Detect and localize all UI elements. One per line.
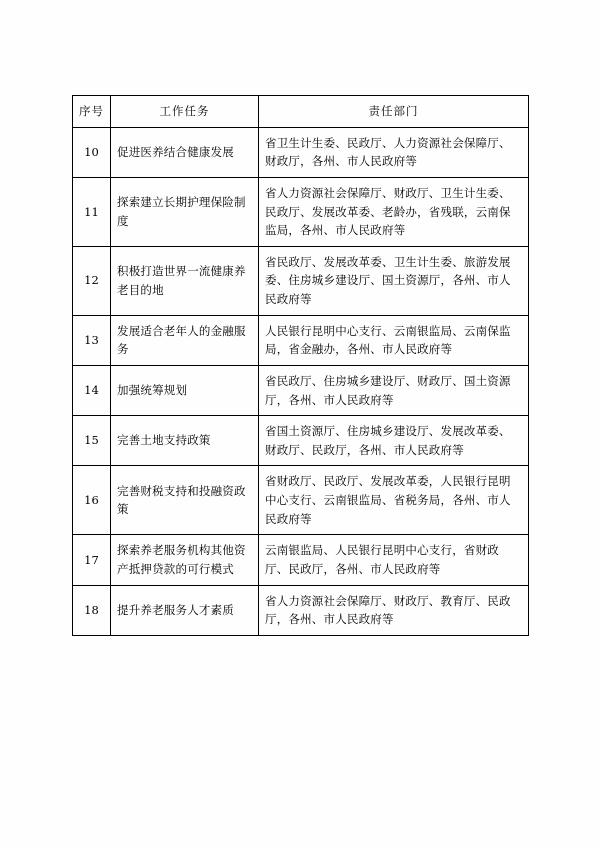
cell-task: 探索建立长期护理保险制度 <box>111 177 259 246</box>
cell-number: 11 <box>73 177 111 246</box>
cell-department: 省民政厅、发展改革委、卫生计生委、旅游发展委、住房城乡建设厅、国土资源厅，各州、市人民政府等 <box>259 246 529 315</box>
responsibility-table <box>72 95 529 636</box>
table-row <box>73 585 529 635</box>
table-row <box>73 177 529 246</box>
cell-department: 省卫生计生委、民政厅、人力资源社会保障厅、财政厅，各州、市人民政府等 <box>259 127 529 177</box>
cell-department: 省国土资源厅、住房城乡建设厅、发展改革委、财政厅、民政厅，各州、市人民政府等 <box>259 416 529 466</box>
cell-task: 提升养老服务人才素质 <box>111 585 259 635</box>
header-cell-number: 序号 <box>73 96 111 128</box>
cell-department: 省人力资源社会保障厅、财政厅、卫生计生委、民政厅、发展改革委、老龄办，省残联，云南保监局，各州、市人民政府等 <box>259 177 529 246</box>
cell-task: 积极打造世界一流健康养老目的地 <box>111 246 259 315</box>
cell-department: 云南银监局、人民银行昆明中心支行，省财政厅、民政厅，各州、市人民政府等 <box>259 535 529 585</box>
cell-task: 促进医养结合健康发展 <box>111 127 259 177</box>
cell-department: 省民政厅、住房城乡建设厅、财政厅、国土资源厅，各州、市人民政府等 <box>259 365 529 415</box>
cell-task: 完善土地支持政策 <box>111 416 259 466</box>
header-cell-department: 责任部门 <box>259 96 529 128</box>
table-row <box>73 466 529 535</box>
cell-number: 16 <box>73 466 111 535</box>
cell-department: 省财政厅、民政厅、发展改革委，人民银行昆明中心支行、云南银监局、省税务局，各州、市人民政府等 <box>259 466 529 535</box>
cell-task: 加强统筹规划 <box>111 365 259 415</box>
table-row <box>73 365 529 415</box>
cell-number: 18 <box>73 585 111 635</box>
header-cell-task: 工作任务 <box>111 96 259 128</box>
table-container <box>72 95 528 636</box>
table-row <box>73 127 529 177</box>
cell-number: 10 <box>73 127 111 177</box>
cell-number: 14 <box>73 365 111 415</box>
cell-task: 完善财税支持和投融资政策 <box>111 466 259 535</box>
table-row <box>73 315 529 365</box>
cell-department: 人民银行昆明中心支行、云南银监局、云南保监局，省金融办，各州、市人民政府等 <box>259 315 529 365</box>
cell-number: 15 <box>73 416 111 466</box>
table-header-row <box>73 96 529 128</box>
table-row <box>73 535 529 585</box>
table-row <box>73 416 529 466</box>
cell-task: 探索养老服务机构其他资产抵押贷款的可行模式 <box>111 535 259 585</box>
cell-number: 12 <box>73 246 111 315</box>
cell-number: 17 <box>73 535 111 585</box>
table-row <box>73 246 529 315</box>
cell-task: 发展适合老年人的金融服务 <box>111 315 259 365</box>
cell-number: 13 <box>73 315 111 365</box>
cell-department: 省人力资源社会保障厅、财政厅、教育厅、民政厅，各州、市人民政府等 <box>259 585 529 635</box>
table-body <box>73 127 529 635</box>
